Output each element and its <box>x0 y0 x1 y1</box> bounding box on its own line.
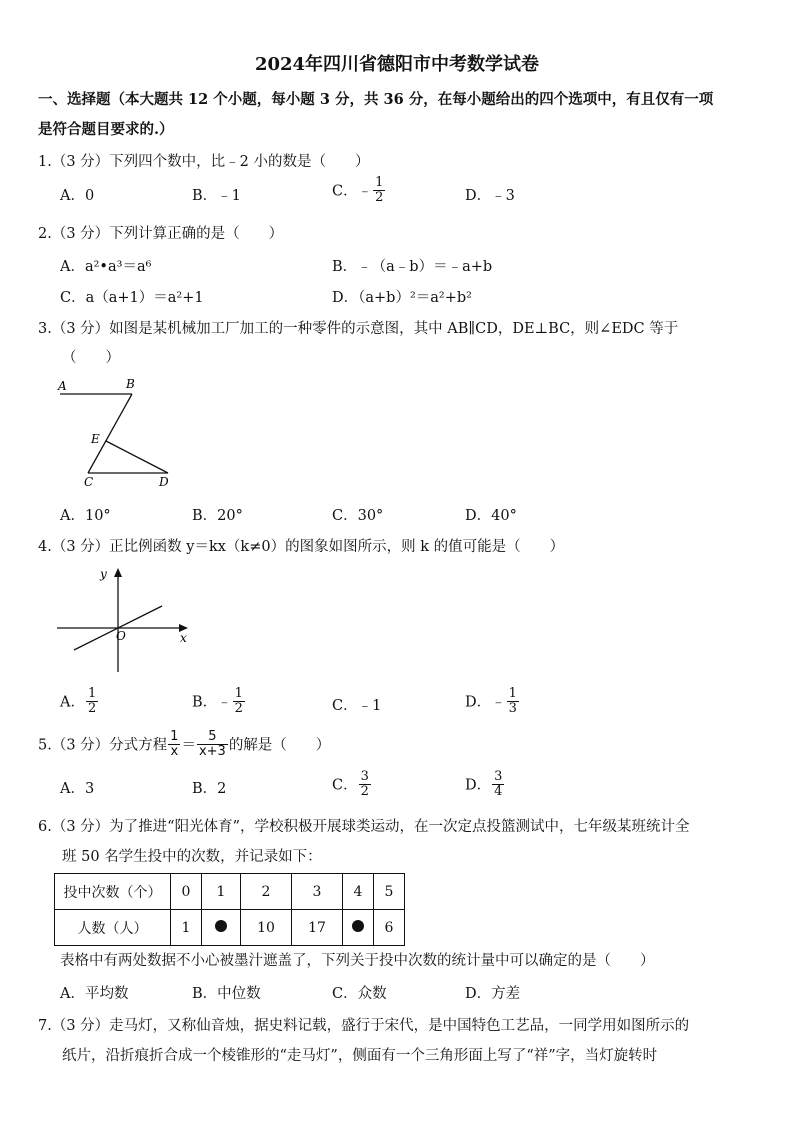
q3-label-c: C <box>84 475 94 489</box>
q7-stem: 7.（3 分）走马灯，又称仙音烛，据史料记载，盛行于宋代，是中国特色工艺品，一同学用如图所示的 <box>38 1018 690 1034</box>
table-cell: 0 <box>171 874 202 910</box>
q5-option-d: D． $\frac{3}{4}$ <box>465 769 503 799</box>
q1-stem: 1.（3 分）下列四个数中，比﹣2 小的数是（ ） <box>38 154 370 170</box>
q3-option-b: B．20° <box>192 508 243 524</box>
q5-option-c: C． $\frac{3}{2}$ <box>332 769 369 799</box>
table-cell: 10 <box>241 910 292 946</box>
q1-option-b: B．﹣1 <box>192 188 241 204</box>
q6-stem: 6.（3 分）为了推进“阳光体育”，学校积极开展球类运动，在一次定点投篮测试中，七年级某班统计全 <box>38 819 690 835</box>
q3-label-a: A <box>58 379 67 393</box>
table-cell: 6 <box>374 910 405 946</box>
table-cell: 人数（人） <box>55 910 171 946</box>
q5-stem: 5.（3 分）分式方程 $\frac{1}{x}$ ＝ $\frac{5}{x+3}$ 的解是（ ） <box>38 729 331 759</box>
q3-label-e: E <box>91 432 100 446</box>
q3-label-d: D <box>159 475 169 489</box>
q7-stem-cont: 纸片，沿折痕折合成一个棱锥形的“走马灯”，侧面有一个三角形面上写了“祥”字，当灯旋转时 <box>62 1048 658 1064</box>
q6-option-c: C．众数 <box>332 986 387 1002</box>
q3-stem-cont: （ ） <box>62 350 120 366</box>
q4-option-d: D．﹣ $\frac{1}{3}$ <box>465 686 517 716</box>
q3-figure <box>50 372 190 490</box>
q2-option-a: A．a²•a³＝a⁶ <box>60 259 152 275</box>
q3-option-c: C．30° <box>332 508 384 524</box>
q1-option-d: D．﹣3 <box>465 188 515 204</box>
q4-axis-x: x <box>180 631 187 645</box>
q4-axis-y: y <box>100 567 107 581</box>
q3-label-b: B <box>126 377 135 391</box>
section-heading-cont: 是符合题目要求的.） <box>38 121 174 138</box>
ink-blot-cell <box>202 910 241 946</box>
q4-option-c: C．﹣1 <box>332 698 382 714</box>
table-cell: 1 <box>171 910 202 946</box>
table-cell: 5 <box>374 874 405 910</box>
ink-blot-icon <box>215 920 227 932</box>
table-cell: 1 <box>202 874 241 910</box>
table-cell: 4 <box>343 874 374 910</box>
q5-option-b: B．2 <box>192 781 227 797</box>
q3-option-d: D．40° <box>465 508 517 524</box>
q3-option-a: A．10° <box>60 508 111 524</box>
q2-stem: 2.（3 分）下列计算正确的是（ ） <box>38 226 284 242</box>
q3-stem: 3.（3 分）如图是某机械加工厂加工的一种零件的示意图，其中 AB∥CD，DE⊥BC，则∠EDC 等于 <box>38 321 679 337</box>
table-cell: 2 <box>241 874 292 910</box>
q4-figure <box>52 562 197 674</box>
table-cell: 17 <box>292 910 343 946</box>
q4-option-a: A． $\frac{1}{2}$ <box>60 686 97 716</box>
ink-blot-icon <box>352 920 364 932</box>
table-cell: 投中次数（个） <box>55 874 171 910</box>
q1-option-c: C．﹣ $\frac{1}{2}$ <box>332 175 384 205</box>
q6-option-d: D．方差 <box>465 986 521 1002</box>
table-row <box>55 910 405 946</box>
q6-note: 表格中有两处数据不小心被墨汁遮盖了，下列关于投中次数的统计量中可以确定的是（ ） <box>60 953 655 969</box>
q6-option-b: B．中位数 <box>192 986 261 1002</box>
q4-origin: O <box>116 629 126 643</box>
q2-option-d: D．（a+b）²＝a²+b² <box>332 290 472 306</box>
q6-stem-cont: 班 50 名学生投中的次数，并记录如下： <box>62 849 322 865</box>
table-row <box>55 874 405 910</box>
q4-stem: 4.（3 分）正比例函数 y＝kx（k≠0）的图象如图所示，则 k 的值可能是（ ） <box>38 539 565 555</box>
q6-table <box>54 873 405 946</box>
q2-option-c: C．a（a+1）＝a²+1 <box>60 290 204 306</box>
q1-option-a: A．0 <box>60 188 95 204</box>
q4-option-b: B．﹣ $\frac{1}{2}$ <box>192 686 243 716</box>
q5-option-a: A．3 <box>60 781 95 797</box>
table-cell: 3 <box>292 874 343 910</box>
ink-blot-cell <box>343 910 374 946</box>
q6-option-a: A．平均数 <box>60 986 129 1002</box>
section-heading: 一、选择题（本大题共 12 个小题，每小题 3 分，共 36 分，在每小题给出的四个选项中，有且仅有一项 <box>38 91 714 108</box>
q2-option-b: B．﹣（a﹣b）＝﹣a+b <box>332 259 493 275</box>
page-title: 2024年四川省德阳市中考数学试卷 <box>254 54 540 75</box>
